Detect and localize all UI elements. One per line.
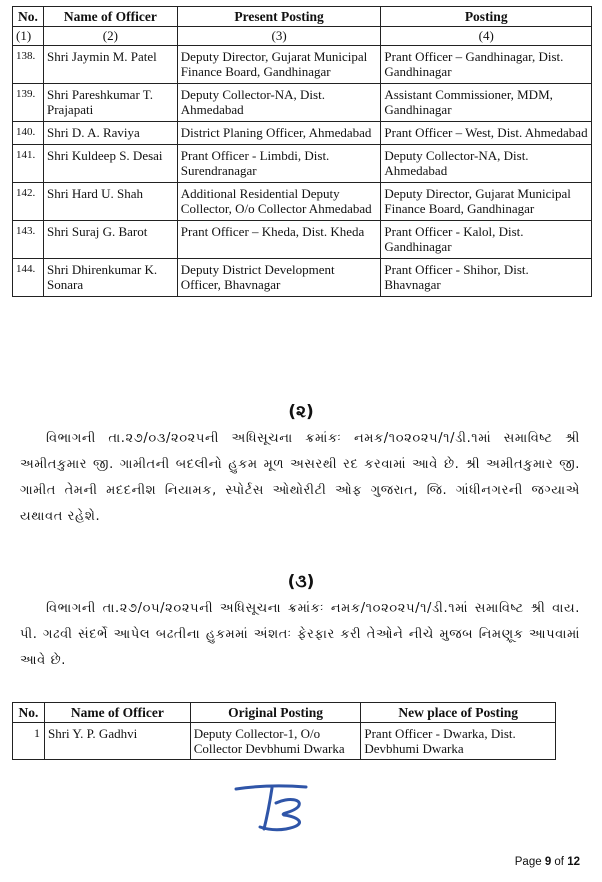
- header-new-posting: New place of Posting: [361, 703, 556, 723]
- officer-transfer-table: [12, 6, 592, 297]
- row-no: 139.: [13, 84, 44, 122]
- section-2-heading: (૨): [288, 402, 314, 422]
- table-row: [13, 84, 592, 122]
- new-posting: Prant Officer - Kalol, Dist. Gandhinagar: [381, 221, 592, 259]
- present-posting: Deputy Director, Gujarat Municipal Finance Board, Gandhinagar: [177, 46, 381, 84]
- new-posting: Deputy Director, Gujarat Municipal Finance Board, Gandhinagar: [381, 183, 592, 221]
- col-number-3: (3): [177, 27, 381, 46]
- present-posting: Additional Residential Deputy Collector, O/o Collector Ahmedabad: [177, 183, 381, 221]
- row-no: 1: [13, 723, 45, 760]
- new-posting: Prant Officer - Dwarka, Dist. Devbhumi Dwarka: [361, 723, 556, 760]
- original-posting: Deputy Collector-1, O/o Collector Devbhumi Dwarka: [190, 723, 361, 760]
- new-posting: Assistant Commissioner, MDM, Gandhinagar: [381, 84, 592, 122]
- present-posting: District Planing Officer, Ahmedabad: [177, 122, 381, 145]
- page-number: [515, 856, 580, 868]
- officer-name: Shri Pareshkumar T. Prajapati: [43, 84, 177, 122]
- header-no: No.: [13, 7, 44, 27]
- row-no: 143.: [13, 221, 44, 259]
- table-row: [13, 46, 592, 84]
- new-posting: Prant Officer – West, Dist. Ahmedabad: [381, 122, 592, 145]
- header-no: No.: [13, 703, 45, 723]
- column-number-row: [13, 27, 592, 46]
- header-posting: Posting: [381, 7, 592, 27]
- officer-name: Shri Hard U. Shah: [43, 183, 177, 221]
- table-row: [13, 259, 592, 297]
- table-header-row: [13, 703, 556, 723]
- officer-name: Shri D. A. Raviya: [43, 122, 177, 145]
- header-present-posting: Present Posting: [177, 7, 381, 27]
- present-posting: Prant Officer – Kheda, Dist. Kheda: [177, 221, 381, 259]
- table-header-row: [13, 7, 592, 27]
- col-number-1: (1): [13, 27, 44, 46]
- table-row: [13, 221, 592, 259]
- present-posting: Prant Officer - Limbdi, Dist. Surendranagar: [177, 145, 381, 183]
- table-row: [13, 145, 592, 183]
- table-row: [13, 122, 592, 145]
- signature-icon: [226, 783, 318, 833]
- row-no: 138.: [13, 46, 44, 84]
- section-3-paragraph: વિભાગની તા.૨૭/૦૫/૨૦૨૫ની અધિસૂચના ક્રમાંકઃ નમક/૧૦૨૦૨૫/૧/ડી.૧માં સમાવિષ્ટ શ્રી વાય. પી. ગઢવી સંદર્ભે આપેલ બઢતીના હુકમમાં અંશતઃ ફેરફાર કરી તેઓને નીચે મુજબ નિમણૂક આપવામાં આવે છે.: [20, 601, 580, 668]
- row-no: 141.: [13, 145, 44, 183]
- table-row: [13, 183, 592, 221]
- new-posting: Deputy Collector-NA, Dist. Ahmedabad: [381, 145, 592, 183]
- row-no: 140.: [13, 122, 44, 145]
- page-label: Page: [514, 856, 545, 868]
- header-name: Name of Officer: [43, 7, 177, 27]
- header-original-posting: Original Posting: [190, 703, 361, 723]
- page-total: 12: [567, 856, 580, 868]
- officer-name: Shri Kuldeep S. Desai: [43, 145, 177, 183]
- officer-name: Shri Y. P. Gadhvi: [44, 723, 190, 760]
- col-number-2: (2): [43, 27, 177, 46]
- new-posting: Prant Officer – Gandhinagar, Dist. Gandhinagar: [381, 46, 592, 84]
- header-name: Name of Officer: [44, 703, 190, 723]
- table-row: [13, 723, 556, 760]
- col-number-4: (4): [381, 27, 592, 46]
- officer-name: Shri Jaymin M. Patel: [43, 46, 177, 84]
- section-3-heading: (૩): [287, 572, 315, 592]
- page-current: 9: [544, 856, 552, 868]
- new-posting: Prant Officer - Shihor, Dist. Bhavnagar: [381, 259, 592, 297]
- row-no: 144.: [13, 259, 44, 297]
- officer-name: Shri Dhirenkumar K. Sonara: [43, 259, 177, 297]
- row-no: 142.: [13, 183, 44, 221]
- page-separator: of: [551, 856, 568, 868]
- officer-name: Shri Suraj G. Barot: [43, 221, 177, 259]
- present-posting: Deputy District Development Officer, Bhavnagar: [177, 259, 381, 297]
- revised-posting-table: [12, 702, 556, 760]
- present-posting: Deputy Collector-NA, Dist. Ahmedabad: [177, 84, 381, 122]
- section-2-paragraph: વિભાગની તા.૨૭/૦૩/૨૦૨૫ની અધિસૂચના ક્રમાંકઃ નમક/૧૦૨૦૨૫/૧/ડી.૧માં સમાવિષ્ટ શ્રી અમીતકુમાર જી. ગામીતની બદલીનો હુકમ મૂળ અસરથી રદ કરવામાં આવે છે. શ્રી અમીતકુમાર જી. ગામીત તેમની મદદનીશ નિયામક, સ્પોર્ટસ ઓથોરીટી ઓફ ગુજરાત, જિ. ગાંધીનગરની જગ્યાએ યથાવત રહેશે.: [20, 431, 580, 524]
